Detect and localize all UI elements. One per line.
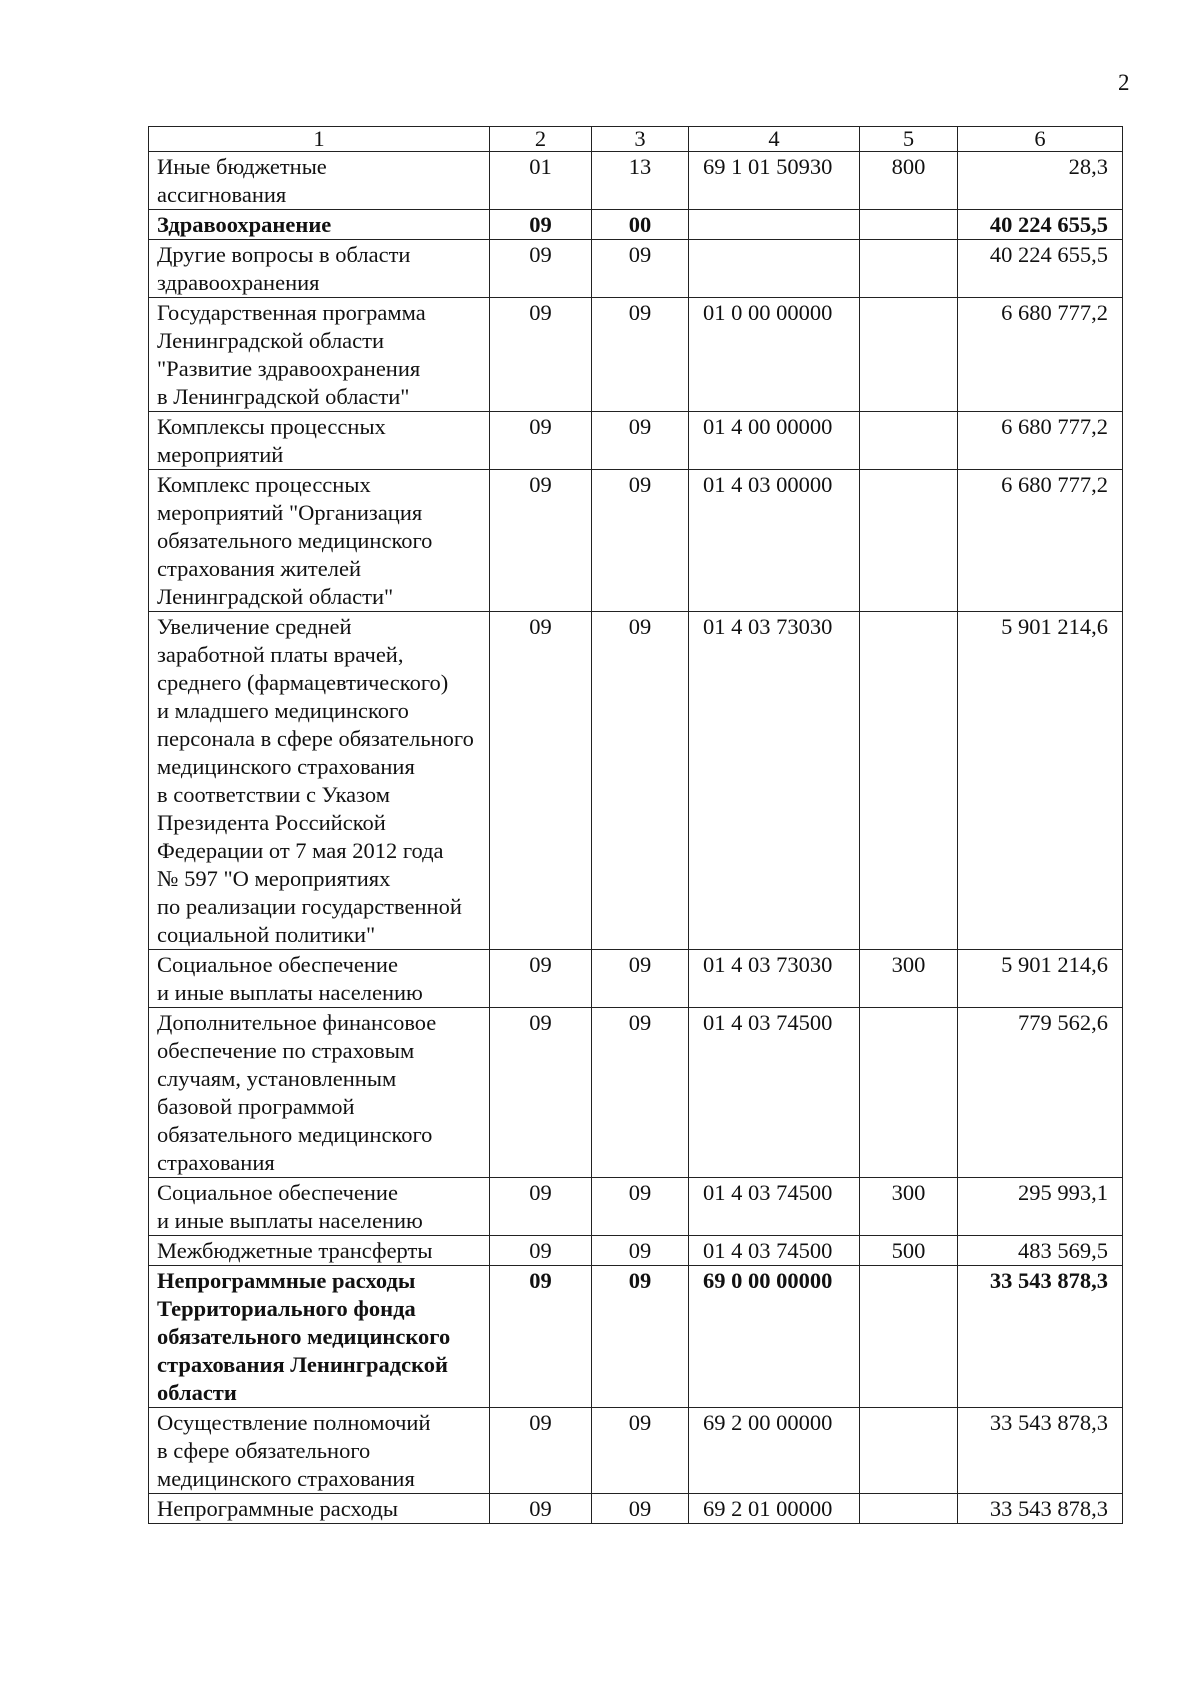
row-description-text: Комплекс процессных мероприятий "Организация обязательного медицинского страхования жителей Ленинградской области"	[157, 472, 433, 609]
row-subsection-code: 00	[592, 210, 689, 240]
table-row	[149, 240, 1123, 298]
header-col-4: 4	[689, 127, 860, 152]
table-row	[149, 1266, 1123, 1408]
header-col-1: 1	[149, 127, 490, 152]
row-amount: 40 224 655,5	[958, 240, 1123, 298]
row-amount: 6 680 777,2	[958, 298, 1123, 412]
row-section-code: 09	[490, 1236, 592, 1266]
row-subsection-code: 09	[592, 412, 689, 470]
row-expense-type-code	[860, 1494, 958, 1524]
row-subsection-code: 09	[592, 1408, 689, 1494]
row-target-article-code: 69 1 01 50930	[689, 152, 860, 210]
row-section-code: 09	[490, 470, 592, 612]
row-section-code: 09	[490, 1266, 592, 1408]
row-subsection-code: 09	[592, 298, 689, 412]
row-target-article-code: 01 4 03 74500	[689, 1008, 860, 1178]
row-expense-type-code	[860, 470, 958, 612]
row-description	[149, 1178, 490, 1236]
row-amount: 5 901 214,6	[958, 950, 1123, 1008]
table-row	[149, 612, 1123, 950]
row-description	[149, 210, 490, 240]
row-description-text: Увеличение средней заработной платы врачей, среднего (фармацевтического) и младшего медицинского персонала в сфере обязательного медицинского страхования в соответствии с Указом Президента Российской Федерации от 7 мая 2012 года № 597 "О мероприятиях по реализации государственной социальной политики"	[157, 614, 474, 947]
row-section-code: 09	[490, 612, 592, 950]
row-description-text: Непрограммные расходы Территориального фонда обязательного медицинского страхования Ленинградской области	[157, 1268, 451, 1405]
row-description-text: Государственная программа Ленинградской области "Развитие здравоохранения в Ленинградской области"	[157, 300, 426, 409]
row-description	[149, 1266, 490, 1408]
row-description	[149, 240, 490, 298]
row-expense-type-code: 500	[860, 1236, 958, 1266]
row-subsection-code: 09	[592, 950, 689, 1008]
table-row	[149, 470, 1123, 612]
row-description	[149, 412, 490, 470]
row-description	[149, 470, 490, 612]
row-amount: 33 543 878,3	[958, 1408, 1123, 1494]
row-expense-type-code	[860, 240, 958, 298]
row-section-code: 09	[490, 240, 592, 298]
row-description-text: Социальное обеспечение и иные выплаты населению	[157, 1180, 423, 1233]
header-col-2: 2	[490, 127, 592, 152]
row-section-code: 09	[490, 1408, 592, 1494]
row-target-article-code: 69 2 00 00000	[689, 1408, 860, 1494]
row-description-text: Другие вопросы в области здравоохранения	[157, 242, 411, 295]
row-expense-type-code: 300	[860, 1178, 958, 1236]
row-amount: 295 993,1	[958, 1178, 1123, 1236]
row-target-article-code	[689, 240, 860, 298]
row-amount: 5 901 214,6	[958, 612, 1123, 950]
row-description	[149, 1236, 490, 1266]
table-row	[149, 412, 1123, 470]
table-row	[149, 1408, 1123, 1494]
row-section-code: 09	[490, 950, 592, 1008]
row-section-code: 09	[490, 210, 592, 240]
row-description	[149, 950, 490, 1008]
row-expense-type-code	[860, 612, 958, 950]
header-col-3: 3	[592, 127, 689, 152]
row-description-text: Социальное обеспечение и иные выплаты населению	[157, 952, 423, 1005]
row-description	[149, 1008, 490, 1178]
row-section-code: 09	[490, 412, 592, 470]
row-target-article-code: 01 0 00 00000	[689, 298, 860, 412]
table-row	[149, 950, 1123, 1008]
table-row	[149, 210, 1123, 240]
row-subsection-code: 09	[592, 1236, 689, 1266]
table-row	[149, 298, 1123, 412]
row-description	[149, 298, 490, 412]
row-description	[149, 612, 490, 950]
row-amount: 40 224 655,5	[958, 210, 1123, 240]
row-description-text: Комплексы процессных мероприятий	[157, 414, 386, 467]
row-amount: 33 543 878,3	[958, 1266, 1123, 1408]
row-subsection-code: 09	[592, 612, 689, 950]
row-description	[149, 152, 490, 210]
row-section-code: 01	[490, 152, 592, 210]
table-row	[149, 1494, 1123, 1524]
row-section-code: 09	[490, 1494, 592, 1524]
table-row	[149, 1008, 1123, 1178]
row-expense-type-code	[860, 1408, 958, 1494]
row-expense-type-code	[860, 1266, 958, 1408]
header-col-5: 5	[860, 127, 958, 152]
row-subsection-code: 09	[592, 1008, 689, 1178]
table-row	[149, 1178, 1123, 1236]
row-description	[149, 1408, 490, 1494]
row-section-code: 09	[490, 1178, 592, 1236]
row-amount: 28,3	[958, 152, 1123, 210]
row-subsection-code: 13	[592, 152, 689, 210]
row-expense-type-code	[860, 210, 958, 240]
row-target-article-code: 01 4 03 74500	[689, 1178, 860, 1236]
row-subsection-code: 09	[592, 1178, 689, 1236]
row-amount: 779 562,6	[958, 1008, 1123, 1178]
row-expense-type-code: 800	[860, 152, 958, 210]
row-section-code: 09	[490, 298, 592, 412]
row-description-text: Осуществление полномочий в сфере обязательного медицинского страхования	[157, 1410, 431, 1491]
header-col-6: 6	[958, 127, 1123, 152]
row-description-text: Иные бюджетные ассигнования	[157, 154, 327, 207]
table-header-row	[149, 127, 1123, 152]
row-amount: 483 569,5	[958, 1236, 1123, 1266]
row-description	[149, 1494, 490, 1524]
row-amount: 6 680 777,2	[958, 412, 1123, 470]
page-number: 2	[1118, 70, 1130, 95]
row-section-code: 09	[490, 1008, 592, 1178]
row-amount: 6 680 777,2	[958, 470, 1123, 612]
row-amount: 33 543 878,3	[958, 1494, 1123, 1524]
row-target-article-code	[689, 210, 860, 240]
row-target-article-code: 01 4 03 74500	[689, 1236, 860, 1266]
row-subsection-code: 09	[592, 1494, 689, 1524]
row-expense-type-code	[860, 412, 958, 470]
table-row	[149, 152, 1123, 210]
row-subsection-code: 09	[592, 1266, 689, 1408]
row-expense-type-code	[860, 298, 958, 412]
row-expense-type-code	[860, 1008, 958, 1178]
table-row	[149, 1236, 1123, 1266]
row-expense-type-code: 300	[860, 950, 958, 1008]
row-description-text: Дополнительное финансовое обеспечение по страховым случаям, установленным базовой программой обязательного медицинского страхования	[157, 1010, 437, 1175]
row-subsection-code: 09	[592, 240, 689, 298]
row-target-article-code: 69 0 00 00000	[689, 1266, 860, 1408]
row-target-article-code: 01 4 00 00000	[689, 412, 860, 470]
row-description-text: Непрограммные расходы	[157, 1496, 398, 1521]
budget-table	[148, 126, 1123, 1524]
row-target-article-code: 01 4 03 73030	[689, 612, 860, 950]
row-target-article-code: 01 4 03 00000	[689, 470, 860, 612]
row-target-article-code: 01 4 03 73030	[689, 950, 860, 1008]
row-description-text: Межбюджетные трансферты	[157, 1238, 433, 1263]
row-description-text: Здравоохранение	[157, 212, 332, 237]
row-target-article-code: 69 2 01 00000	[689, 1494, 860, 1524]
row-subsection-code: 09	[592, 470, 689, 612]
